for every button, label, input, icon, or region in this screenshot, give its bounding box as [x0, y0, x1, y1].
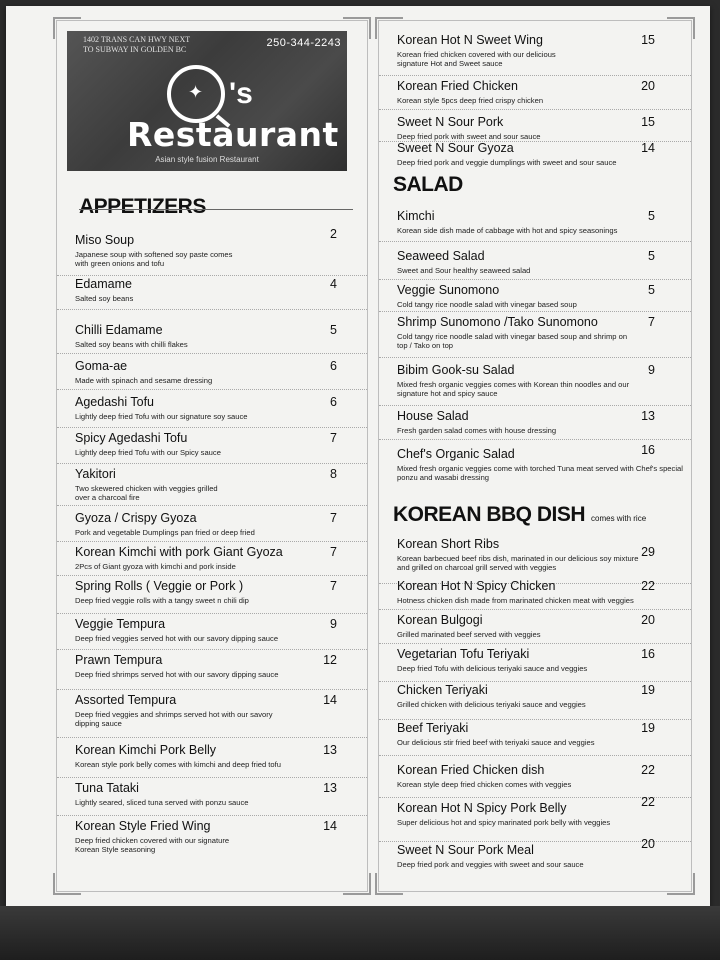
item-name: Sweet N Sour Pork	[397, 115, 504, 129]
menu-item	[379, 537, 691, 584]
item-description: Korean style deep fried chicken comes with veggies	[397, 780, 572, 789]
item-name: House Salad	[397, 409, 469, 423]
item-description: Mixed fresh organic veggies come with torched Tuna meat served with Chef's special ponzu and wasabi dressing	[397, 464, 683, 482]
menu-item	[57, 227, 367, 276]
item-name: Chicken Teriyaki	[397, 683, 488, 697]
item-price: 13	[641, 409, 655, 423]
item-description: Deep fried veggie rolls with a tangy sweet n chili dip	[75, 596, 249, 605]
item-name: Korean Fried Chicken	[397, 79, 518, 93]
item-price: 7	[330, 545, 337, 559]
menu-item	[57, 545, 367, 576]
item-name: Assorted Tempura	[75, 693, 177, 707]
item-price: 5	[648, 249, 655, 263]
item-description: Deep fried shrimps served hot with our savory dipping sauce	[75, 670, 279, 679]
item-description: Japanese soup with softened soy paste comes with green onions and tofu	[75, 250, 233, 268]
item-description: Korean barbecued beef ribs dish, marinated in our delicious soy mixture and grilled on charcoal grill served with veggies	[397, 554, 639, 572]
item-name: Korean Style Fried Wing	[75, 819, 211, 833]
menu-item	[379, 33, 691, 76]
menu-item	[57, 819, 367, 859]
section-title-appetizers: APPETIZERS	[79, 195, 206, 218]
item-description: Sweet and Sour healthy seaweed salad	[397, 266, 531, 275]
item-description: Deep fried chicken covered with our signature Korean Style seasoning	[75, 836, 230, 854]
menu-item	[57, 359, 367, 390]
item-description: Deep fried pork with sweet and sour sauce	[397, 132, 541, 141]
menu-item	[379, 613, 691, 644]
item-price: 15	[641, 115, 655, 129]
item-price: 14	[641, 141, 655, 155]
item-price: 16	[641, 443, 655, 457]
menu-item	[379, 647, 691, 682]
item-price: 14	[323, 693, 337, 707]
menu-item	[379, 283, 691, 312]
maple-leaf-icon: ✦	[188, 82, 204, 102]
item-name: Miso Soup	[75, 233, 135, 247]
item-description: Made with spinach and sesame dressing	[75, 376, 213, 385]
menu-item	[57, 467, 367, 506]
item-description: Deep fried veggies and shrimps served hot with our savory dipping sauce	[75, 710, 273, 728]
item-price: 7	[330, 579, 337, 593]
item-price: 20	[641, 79, 655, 93]
item-price: 8	[330, 467, 337, 481]
menu-item	[379, 363, 691, 406]
item-description: 2Pcs of Giant gyoza with kimchi and pork inside	[75, 562, 236, 571]
menu-item	[57, 277, 367, 310]
item-price: 19	[641, 721, 655, 735]
item-name: Vegetarian Tofu Teriyaki	[397, 647, 530, 661]
item-description: Deep fried Tofu with delicious teriyaki sauce and veggies	[397, 664, 588, 673]
right-column	[378, 20, 692, 892]
item-name: Tuna Tataki	[75, 781, 139, 795]
item-name: Spicy Agedashi Tofu	[75, 431, 188, 445]
item-name: Goma-ae	[75, 359, 128, 373]
menu-item	[57, 323, 367, 354]
item-price: 13	[323, 781, 337, 795]
menu-item	[57, 693, 367, 738]
item-name: Korean Kimchi Pork Belly	[75, 743, 217, 757]
item-description: Lightly deep fried Tofu with our Spicy sauce	[75, 448, 221, 457]
menu-item	[379, 409, 691, 440]
left-column	[56, 20, 368, 892]
item-price: 4	[330, 277, 337, 291]
menu-item	[379, 249, 691, 280]
item-name: Kimchi	[397, 209, 435, 223]
item-description: Super delicious hot and spicy marinated pork belly with veggies	[397, 818, 611, 827]
menu-item	[57, 743, 367, 778]
menu-item	[379, 315, 691, 358]
item-price: 20	[641, 837, 655, 851]
item-description: Grilled chicken with delicious teriyaki sauce and veggies	[397, 700, 586, 709]
item-price: 5	[648, 209, 655, 223]
item-name: Veggie Sunomono	[397, 283, 500, 297]
item-name: Veggie Tempura	[75, 617, 166, 631]
restaurant-name: Restaurant	[127, 115, 339, 154]
item-price: 9	[330, 617, 337, 631]
item-description: Deep fried veggies served hot with our savory dipping sauce	[75, 634, 279, 643]
restaurant-tagline: Asian style fusion Restaurant	[155, 155, 259, 164]
restaurant-phone: 250-344-2243	[266, 37, 341, 49]
menu-item	[379, 683, 691, 720]
menu-page	[6, 6, 710, 906]
item-description: Deep fried pork and veggies with sweet and sour sauce	[397, 860, 584, 869]
section-title-bbq	[393, 503, 646, 527]
ornament-corner	[53, 873, 81, 895]
item-description: Korean style pork belly comes with kimchi and deep fried tofu	[75, 760, 281, 769]
item-price: 7	[330, 511, 337, 525]
item-price: 13	[323, 743, 337, 757]
item-name: Bibim Gook-su Salad	[397, 363, 515, 377]
bbq-title-text: KOREAN BBQ DISH	[393, 503, 586, 526]
item-name: Beef Teriyaki	[397, 721, 469, 735]
item-name: Sweet N Sour Pork Meal	[397, 843, 534, 857]
item-name: Prawn Tempura	[75, 653, 163, 667]
item-name: Shrimp Sunomono /Tako Sunomono	[397, 315, 598, 329]
item-description: Hotness chicken dish made from marinated chicken meat with veggies	[397, 596, 634, 605]
item-price: 5	[648, 283, 655, 297]
item-description: Grilled marinated beef served with veggies	[397, 630, 541, 639]
item-name: Spring Rolls ( Veggie or Pork )	[75, 579, 244, 593]
item-price: 12	[323, 653, 337, 667]
item-description: Pork and vegetable Dumplings pan fried or deep fried	[75, 528, 255, 537]
item-description: Cold tangy rice noodle salad with vinegar based soup and shrimp on top / Tako on top	[397, 332, 628, 350]
item-price: 14	[323, 819, 337, 833]
bbq-note: comes with rice	[591, 514, 647, 523]
item-description: Korean style 5pcs deep fried crispy chicken	[397, 96, 544, 105]
item-price: 9	[648, 363, 655, 377]
item-name: Korean Hot N Spicy Pork Belly	[397, 801, 567, 815]
item-price: 22	[641, 795, 655, 809]
item-name: Korean Fried Chicken dish	[397, 763, 545, 777]
ornament-corner	[343, 873, 371, 895]
menu-item	[379, 721, 691, 756]
menu-item	[57, 511, 367, 542]
item-name: Chef's Organic Salad	[397, 447, 515, 461]
item-description: Korean fried chicken covered with our delicious signature Hot and Sweet sauce	[397, 50, 556, 68]
item-description: Fresh garden salad comes with house dressing	[397, 426, 557, 435]
menu-item	[379, 795, 691, 842]
item-price: 6	[330, 359, 337, 373]
item-price: 22	[641, 579, 655, 593]
item-name: Chilli Edamame	[75, 323, 163, 337]
item-name: Seaweed Salad	[397, 249, 485, 263]
item-price: 15	[641, 33, 655, 47]
logo-name-suffix: 's	[229, 77, 253, 110]
item-price: 5	[330, 323, 337, 337]
menu-item	[57, 653, 367, 690]
item-name: Edamame	[75, 277, 132, 291]
item-description: Lightly deep fried Tofu with our signature soy sauce	[75, 412, 248, 421]
item-description: Salted soy beans with chilli flakes	[75, 340, 188, 349]
item-price: 2	[330, 227, 337, 241]
menu-item	[379, 209, 691, 242]
item-description: Our delicious stir fried beef with teriyaki sauce and veggies	[397, 738, 595, 747]
menu-item	[379, 579, 691, 610]
menu-item	[57, 431, 367, 464]
menu-item	[57, 617, 367, 650]
menu-item	[57, 395, 367, 428]
item-description: Deep fried pork and veggie dumplings with sweet and sour sauce	[397, 158, 617, 167]
section-title-salad: SALAD	[393, 173, 463, 196]
item-description: Mixed fresh organic veggies comes with Korean thin noodles and our signature hot and spicy sauce	[397, 380, 630, 398]
item-description: Korean side dish made of cabbage with hot and spicy seasonings	[397, 226, 618, 235]
menu-item	[57, 579, 367, 614]
item-price: 29	[641, 545, 655, 559]
restaurant-logo	[67, 31, 347, 171]
ornament-corner	[667, 873, 695, 895]
section-divider	[79, 209, 353, 210]
item-name: Sweet N Sour Gyoza	[397, 141, 514, 155]
item-price: 22	[641, 763, 655, 777]
menu-item	[379, 141, 691, 167]
item-name: Korean Hot N Spicy Chicken	[397, 579, 556, 593]
ornament-corner	[343, 17, 371, 39]
menu-item	[379, 443, 691, 493]
item-description: Cold tangy rice noodle salad with vinegar based soup	[397, 300, 577, 309]
item-name: Korean Hot N Sweet Wing	[397, 33, 543, 47]
item-price: 19	[641, 683, 655, 697]
item-description: Two skewered chicken with veggies grilled over a charcoal fire	[75, 484, 218, 502]
restaurant-address: 1402 TRANS CAN HWY NEXT TO SUBWAY IN GOLDEN BC	[83, 35, 190, 54]
item-name: Gyoza / Crispy Gyoza	[75, 511, 197, 525]
item-price: 6	[330, 395, 337, 409]
item-name: Yakitori	[75, 467, 116, 481]
item-description: Salted soy beans	[75, 294, 134, 303]
table-surface	[0, 906, 720, 960]
item-name: Korean Bulgogi	[397, 613, 483, 627]
item-name: Korean Short Ribs	[397, 537, 500, 551]
menu-item	[379, 79, 691, 110]
menu-item	[379, 115, 691, 142]
menu-item	[379, 763, 691, 798]
item-price: 16	[641, 647, 655, 661]
item-price: 7	[648, 315, 655, 329]
item-name: Agedashi Tofu	[75, 395, 154, 409]
item-description: Lightly seared, sliced tuna served with ponzu sauce	[75, 798, 249, 807]
ornament-corner	[375, 873, 403, 895]
menu-item	[379, 837, 691, 873]
item-price: 20	[641, 613, 655, 627]
item-name: Korean Kimchi with pork Giant Gyoza	[75, 545, 283, 559]
menu-item	[57, 781, 367, 816]
item-price: 7	[330, 431, 337, 445]
